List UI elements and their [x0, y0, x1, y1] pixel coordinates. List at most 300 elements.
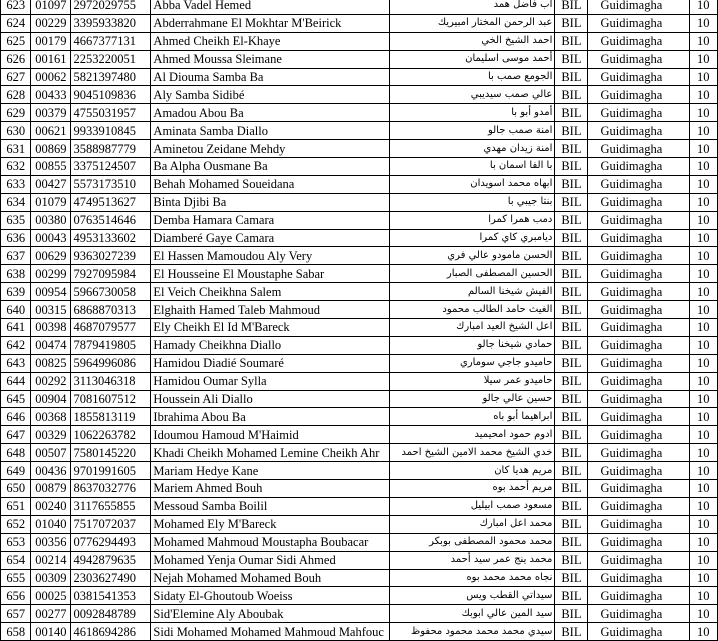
nni-cell: 2253220051	[71, 50, 151, 68]
latin-name-cell: Hamady Cheikhna Diallo	[151, 336, 389, 354]
latin-name-cell: Mariam Hedye Kane	[151, 462, 389, 480]
wilaya-cell: Guidimagha	[588, 587, 689, 605]
latin-name-cell: El Veich Cheikhna Salem	[151, 283, 389, 301]
latin-name-cell: Aminetou Zeidane Mehdy	[151, 140, 389, 158]
center-cell: BIL	[555, 605, 588, 623]
center-cell: BIL	[555, 86, 588, 104]
code-cell: 00380	[31, 211, 71, 229]
moughataa-cell: 10	[689, 122, 717, 140]
code-cell: 00315	[31, 301, 71, 319]
row-index-cell: 653	[1, 533, 31, 551]
moughataa-cell: 10	[689, 515, 717, 533]
latin-name-cell: Ba Alpha Ousmane Ba	[151, 158, 389, 176]
wilaya-cell: Guidimagha	[588, 497, 689, 515]
nni-cell: 0763514646	[71, 211, 151, 229]
code-cell: 00025	[31, 587, 71, 605]
wilaya-cell: Guidimagha	[588, 408, 689, 426]
arabic-name-cell: أب فاضل همد	[389, 0, 555, 14]
arabic-name-cell: دیامبري كاي كمرا	[389, 229, 555, 247]
table-row	[1, 301, 718, 319]
center-cell: BIL	[555, 301, 588, 319]
nni-cell: 3113046318	[71, 372, 151, 390]
row-index-cell: 644	[1, 372, 31, 390]
nni-cell: 7580145220	[71, 444, 151, 462]
code-cell: 00379	[31, 104, 71, 122]
moughataa-cell: 10	[689, 50, 717, 68]
moughataa-cell: 10	[689, 605, 717, 623]
wilaya-cell: Guidimagha	[588, 0, 689, 14]
row-index-cell: 640	[1, 301, 31, 319]
moughataa-cell: 10	[689, 354, 717, 372]
wilaya-cell: Guidimagha	[588, 605, 689, 623]
table-row	[1, 587, 718, 605]
code-cell: 00329	[31, 426, 71, 444]
latin-name-cell: Hamidou Oumar Sylla	[151, 372, 389, 390]
wilaya-cell: Guidimagha	[588, 354, 689, 372]
latin-name-cell: Mohamed Ely M'Bareck	[151, 515, 389, 533]
latin-name-cell: Diamberé Gaye Camara	[151, 229, 389, 247]
arabic-name-cell: ابهاه محمد اسويدان	[389, 175, 555, 193]
wilaya-cell: Guidimagha	[588, 50, 689, 68]
center-cell: BIL	[555, 497, 588, 515]
wilaya-cell: Guidimagha	[588, 265, 689, 283]
code-cell: 01079	[31, 193, 71, 211]
latin-name-cell: Aly Samba Sidibé	[151, 86, 389, 104]
moughataa-cell: 10	[689, 551, 717, 569]
nni-cell: 9363027239	[71, 247, 151, 265]
wilaya-cell: Guidimagha	[588, 480, 689, 498]
center-cell: BIL	[555, 0, 588, 14]
table-row	[1, 497, 718, 515]
center-cell: BIL	[555, 569, 588, 587]
nni-cell: 1062263782	[71, 426, 151, 444]
arabic-name-cell: ابراهيما أبو باه	[389, 408, 555, 426]
center-cell: BIL	[555, 515, 588, 533]
nni-cell: 8637032776	[71, 480, 151, 498]
arabic-name-cell: نجاه محمد محمد بوه	[389, 569, 555, 587]
latin-name-cell: Elghaith Hamed Taleb Mahmoud	[151, 301, 389, 319]
center-cell: BIL	[555, 229, 588, 247]
code-cell: 00825	[31, 354, 71, 372]
arabic-name-cell: امنة صمب جالو	[389, 122, 555, 140]
table-row	[1, 462, 718, 480]
row-index-cell: 638	[1, 265, 31, 283]
latin-name-cell: Idoumou Hamoud M'Haimid	[151, 426, 389, 444]
center-cell: BIL	[555, 319, 588, 337]
row-index-cell: 656	[1, 587, 31, 605]
center-cell: BIL	[555, 283, 588, 301]
nni-cell: 6868870313	[71, 301, 151, 319]
row-index-cell: 648	[1, 444, 31, 462]
code-cell: 00161	[31, 50, 71, 68]
latin-name-cell: Abderrahmane El Mokhtar M'Beirick	[151, 14, 389, 32]
row-index-cell: 655	[1, 569, 31, 587]
row-index-cell: 628	[1, 86, 31, 104]
code-cell: 00240	[31, 497, 71, 515]
arabic-name-cell: حمادي شيخنا جالو	[389, 336, 555, 354]
nni-cell: 4755031957	[71, 104, 151, 122]
moughataa-cell: 10	[689, 408, 717, 426]
wilaya-cell: Guidimagha	[588, 533, 689, 551]
latin-name-cell: Ely Cheikh El Id M'Bareck	[151, 319, 389, 337]
code-cell: 00436	[31, 462, 71, 480]
code-cell: 00629	[31, 247, 71, 265]
row-index-cell: 633	[1, 175, 31, 193]
row-index-cell: 651	[1, 497, 31, 515]
wilaya-cell: Guidimagha	[588, 86, 689, 104]
wilaya-cell: Guidimagha	[588, 372, 689, 390]
nni-cell: 4942879635	[71, 551, 151, 569]
nni-cell: 0092848789	[71, 605, 151, 623]
code-cell: 00277	[31, 605, 71, 623]
arabic-name-cell: حسين عالي جالو	[389, 390, 555, 408]
arabic-name-cell: سيدي محمد محمد محمود محفوظ	[389, 623, 555, 641]
latin-name-cell: Ahmed Moussa Sleimane	[151, 50, 389, 68]
nni-cell: 9933910845	[71, 122, 151, 140]
row-index-cell: 635	[1, 211, 31, 229]
wilaya-cell: Guidimagha	[588, 247, 689, 265]
center-cell: BIL	[555, 140, 588, 158]
row-index-cell: 650	[1, 480, 31, 498]
wilaya-cell: Guidimagha	[588, 569, 689, 587]
row-index-cell: 625	[1, 32, 31, 50]
table-row	[1, 247, 718, 265]
arabic-name-cell: حاميدو عمر سيلا	[389, 372, 555, 390]
table-body	[1, 0, 718, 641]
latin-name-cell: Nejah Mohamed Mohamed Bouh	[151, 569, 389, 587]
table-row	[1, 444, 718, 462]
arabic-name-cell: دمب همرا كمرا	[389, 211, 555, 229]
nni-cell: 0776294493	[71, 533, 151, 551]
center-cell: BIL	[555, 265, 588, 283]
latin-name-cell: Amadou Abou Ba	[151, 104, 389, 122]
row-index-cell: 624	[1, 14, 31, 32]
nni-cell: 4953133602	[71, 229, 151, 247]
arabic-name-cell: محمد محمود المصطفى بوبكر	[389, 533, 555, 551]
center-cell: BIL	[555, 426, 588, 444]
table-row	[1, 283, 718, 301]
code-cell: 00229	[31, 14, 71, 32]
nni-cell: 5821397480	[71, 68, 151, 86]
wilaya-cell: Guidimagha	[588, 390, 689, 408]
wilaya-cell: Guidimagha	[588, 211, 689, 229]
table-row	[1, 408, 718, 426]
table-row	[1, 336, 718, 354]
row-index-cell: 639	[1, 283, 31, 301]
row-index-cell: 629	[1, 104, 31, 122]
moughataa-cell: 10	[689, 158, 717, 176]
code-cell: 01040	[31, 515, 71, 533]
nni-cell: 3588987779	[71, 140, 151, 158]
latin-name-cell: Mohamed Yenja Oumar Sidi Ahmed	[151, 551, 389, 569]
row-index-cell: 623	[1, 0, 31, 14]
arabic-name-cell: ادوم حمود امحيميد	[389, 426, 555, 444]
table-row	[1, 193, 718, 211]
nni-cell: 9045109836	[71, 86, 151, 104]
row-index-cell: 636	[1, 229, 31, 247]
table-row	[1, 0, 718, 14]
nni-cell: 7879419805	[71, 336, 151, 354]
arabic-name-cell: عبد الرحمن المختار امبيريك	[389, 14, 555, 32]
moughataa-cell: 10	[689, 587, 717, 605]
code-cell: 00433	[31, 86, 71, 104]
code-cell: 00299	[31, 265, 71, 283]
latin-name-cell: El Housseine El Moustaphe Sabar	[151, 265, 389, 283]
nni-cell: 0381541353	[71, 587, 151, 605]
moughataa-cell: 10	[689, 247, 717, 265]
nni-cell: 7927095984	[71, 265, 151, 283]
arabic-name-cell: سيد المين عالي ابوبك	[389, 605, 555, 623]
moughataa-cell: 10	[689, 32, 717, 50]
nni-cell: 2303627490	[71, 569, 151, 587]
row-index-cell: 647	[1, 426, 31, 444]
table-row	[1, 426, 718, 444]
moughataa-cell: 10	[689, 229, 717, 247]
center-cell: BIL	[555, 14, 588, 32]
nni-cell: 4667377131	[71, 32, 151, 50]
code-cell: 00043	[31, 229, 71, 247]
moughataa-cell: 10	[689, 68, 717, 86]
center-cell: BIL	[555, 193, 588, 211]
table-row	[1, 623, 718, 641]
arabic-name-cell: الحسن مامودو عالي فري	[389, 247, 555, 265]
latin-name-cell: Al Diouma Samba Ba	[151, 68, 389, 86]
moughataa-cell: 10	[689, 390, 717, 408]
wilaya-cell: Guidimagha	[588, 14, 689, 32]
row-index-cell: 627	[1, 68, 31, 86]
arabic-name-cell: محمد اعل امبارك	[389, 515, 555, 533]
code-cell: 00398	[31, 319, 71, 337]
center-cell: BIL	[555, 158, 588, 176]
center-cell: BIL	[555, 462, 588, 480]
latin-name-cell: Hamidou Diadié Soumaré	[151, 354, 389, 372]
row-index-cell: 643	[1, 354, 31, 372]
arabic-name-cell: اعل الشيخ العيد امبارك	[389, 319, 555, 337]
nni-cell: 7517072037	[71, 515, 151, 533]
center-cell: BIL	[555, 480, 588, 498]
table-row	[1, 319, 718, 337]
row-index-cell: 649	[1, 462, 31, 480]
wilaya-cell: Guidimagha	[588, 623, 689, 641]
code-cell: 00621	[31, 122, 71, 140]
code-cell: 00954	[31, 283, 71, 301]
arabic-name-cell: حاميدو جاجي سوماري	[389, 354, 555, 372]
nni-cell: 3375124507	[71, 158, 151, 176]
moughataa-cell: 10	[689, 462, 717, 480]
code-cell: 00474	[31, 336, 71, 354]
latin-name-cell: Demba Hamara Camara	[151, 211, 389, 229]
moughataa-cell: 10	[689, 569, 717, 587]
code-cell: 00356	[31, 533, 71, 551]
center-cell: BIL	[555, 390, 588, 408]
table-row	[1, 175, 718, 193]
wilaya-cell: Guidimagha	[588, 193, 689, 211]
moughataa-cell: 10	[689, 104, 717, 122]
row-index-cell: 652	[1, 515, 31, 533]
table-row	[1, 140, 718, 158]
code-cell: 00879	[31, 480, 71, 498]
nni-cell: 5964996086	[71, 354, 151, 372]
nni-cell: 9701991605	[71, 462, 151, 480]
center-cell: BIL	[555, 175, 588, 193]
row-index-cell: 641	[1, 319, 31, 337]
wilaya-cell: Guidimagha	[588, 283, 689, 301]
wilaya-cell: Guidimagha	[588, 229, 689, 247]
center-cell: BIL	[555, 247, 588, 265]
arabic-name-cell: مسعود صمب ابيليل	[389, 497, 555, 515]
table-row	[1, 515, 718, 533]
moughataa-cell: 10	[689, 480, 717, 498]
code-cell: 00292	[31, 372, 71, 390]
code-cell: 00904	[31, 390, 71, 408]
wilaya-cell: Guidimagha	[588, 551, 689, 569]
center-cell: BIL	[555, 551, 588, 569]
latin-name-cell: Mariem Ahmed Bouh	[151, 480, 389, 498]
center-cell: BIL	[555, 408, 588, 426]
table-row	[1, 569, 718, 587]
latin-name-cell: Binta Djibi Ba	[151, 193, 389, 211]
nni-cell: 4618694286	[71, 623, 151, 641]
arabic-name-cell: الجومع صمب با	[389, 68, 555, 86]
arabic-name-cell: محمد ينج عمر سيد أحمد	[389, 551, 555, 569]
row-index-cell: 632	[1, 158, 31, 176]
center-cell: BIL	[555, 122, 588, 140]
latin-name-cell: Ahmed Cheikh El-Khaye	[151, 32, 389, 50]
arabic-name-cell: أحمد موسى اسليمان	[389, 50, 555, 68]
nni-cell: 4749513627	[71, 193, 151, 211]
nni-cell: 5573173510	[71, 175, 151, 193]
center-cell: BIL	[555, 50, 588, 68]
code-cell: 00062	[31, 68, 71, 86]
table-row	[1, 14, 718, 32]
moughataa-cell: 10	[689, 319, 717, 337]
arabic-name-cell: بنتا جيبي با	[389, 193, 555, 211]
table-row	[1, 158, 718, 176]
center-cell: BIL	[555, 336, 588, 354]
table-row	[1, 480, 718, 498]
moughataa-cell: 10	[689, 623, 717, 641]
table-row	[1, 533, 718, 551]
latin-name-cell: Abba Vadel Hemed	[151, 0, 389, 14]
center-cell: BIL	[555, 211, 588, 229]
code-cell: 01097	[31, 0, 71, 14]
moughataa-cell: 10	[689, 372, 717, 390]
arabic-name-cell: احمد الشيخ الخي	[389, 32, 555, 50]
row-index-cell: 631	[1, 140, 31, 158]
moughataa-cell: 10	[689, 0, 717, 14]
table-row	[1, 354, 718, 372]
latin-name-cell: Messoud Samba Boilil	[151, 497, 389, 515]
code-cell: 00140	[31, 623, 71, 641]
center-cell: BIL	[555, 587, 588, 605]
moughataa-cell: 10	[689, 140, 717, 158]
latin-name-cell: Sid'Elemine Aly Aboubak	[151, 605, 389, 623]
code-cell: 00368	[31, 408, 71, 426]
moughataa-cell: 10	[689, 86, 717, 104]
table-row	[1, 390, 718, 408]
table-row	[1, 68, 718, 86]
table-row	[1, 32, 718, 50]
wilaya-cell: Guidimagha	[588, 158, 689, 176]
code-cell: 00855	[31, 158, 71, 176]
row-index-cell: 646	[1, 408, 31, 426]
center-cell: BIL	[555, 444, 588, 462]
center-cell: BIL	[555, 32, 588, 50]
row-index-cell: 637	[1, 247, 31, 265]
table-row	[1, 372, 718, 390]
wilaya-cell: Guidimagha	[588, 426, 689, 444]
moughataa-cell: 10	[689, 265, 717, 283]
center-cell: BIL	[555, 372, 588, 390]
arabic-name-cell: الغيث حامد الطالب محمود	[389, 301, 555, 319]
row-index-cell: 645	[1, 390, 31, 408]
nni-cell: 7081607512	[71, 390, 151, 408]
latin-name-cell: Ibrahima Abou Ba	[151, 408, 389, 426]
code-cell: 00427	[31, 175, 71, 193]
row-index-cell: 658	[1, 623, 31, 641]
latin-name-cell: El Hassen Mamoudou Aly Very	[151, 247, 389, 265]
nni-cell: 3117655855	[71, 497, 151, 515]
wilaya-cell: Guidimagha	[588, 104, 689, 122]
wilaya-cell: Guidimagha	[588, 515, 689, 533]
moughataa-cell: 10	[689, 497, 717, 515]
nni-cell: 5966730058	[71, 283, 151, 301]
wilaya-cell: Guidimagha	[588, 301, 689, 319]
code-cell: 00309	[31, 569, 71, 587]
arabic-name-cell: مريم هديا كان	[389, 462, 555, 480]
arabic-name-cell: الحسين المصطفى الصبار	[389, 265, 555, 283]
row-index-cell: 634	[1, 193, 31, 211]
moughataa-cell: 10	[689, 211, 717, 229]
arabic-name-cell: خدي الشيخ محمد الامين الشيخ احمد	[389, 444, 555, 462]
arabic-name-cell: مريم أحمد بوه	[389, 480, 555, 498]
latin-name-cell: Behah Mohamed Soueidana	[151, 175, 389, 193]
nni-cell: 3395933820	[71, 14, 151, 32]
nni-cell: 4687079577	[71, 319, 151, 337]
arabic-name-cell: امنة زيدان مهدي	[389, 140, 555, 158]
moughataa-cell: 10	[689, 426, 717, 444]
latin-name-cell: Sidaty El-Ghoutoub Woeiss	[151, 587, 389, 605]
row-index-cell: 657	[1, 605, 31, 623]
wilaya-cell: Guidimagha	[588, 140, 689, 158]
wilaya-cell: Guidimagha	[588, 32, 689, 50]
table-row	[1, 605, 718, 623]
nni-cell: 1855813119	[71, 408, 151, 426]
table-row	[1, 86, 718, 104]
moughataa-cell: 10	[689, 301, 717, 319]
moughataa-cell: 10	[689, 175, 717, 193]
arabic-name-cell: أمدو أبو با	[389, 104, 555, 122]
wilaya-cell: Guidimagha	[588, 122, 689, 140]
table-row	[1, 104, 718, 122]
arabic-name-cell: الفيش شيخنا السالم	[389, 283, 555, 301]
code-cell: 00214	[31, 551, 71, 569]
latin-name-cell: Aminata Samba Diallo	[151, 122, 389, 140]
wilaya-cell: Guidimagha	[588, 319, 689, 337]
latin-name-cell: Mohamed Mahmoud Moustapha Boubacar	[151, 533, 389, 551]
code-cell: 00179	[31, 32, 71, 50]
arabic-name-cell: سيداتي القطب ويس	[389, 587, 555, 605]
moughataa-cell: 10	[689, 336, 717, 354]
table-row	[1, 551, 718, 569]
code-cell: 00869	[31, 140, 71, 158]
latin-name-cell: Sidi Mohamed Mohamed Mahmoud Mahfouc	[151, 623, 389, 641]
center-cell: BIL	[555, 104, 588, 122]
moughataa-cell: 10	[689, 193, 717, 211]
row-index-cell: 626	[1, 50, 31, 68]
table-row	[1, 122, 718, 140]
table-row	[1, 265, 718, 283]
